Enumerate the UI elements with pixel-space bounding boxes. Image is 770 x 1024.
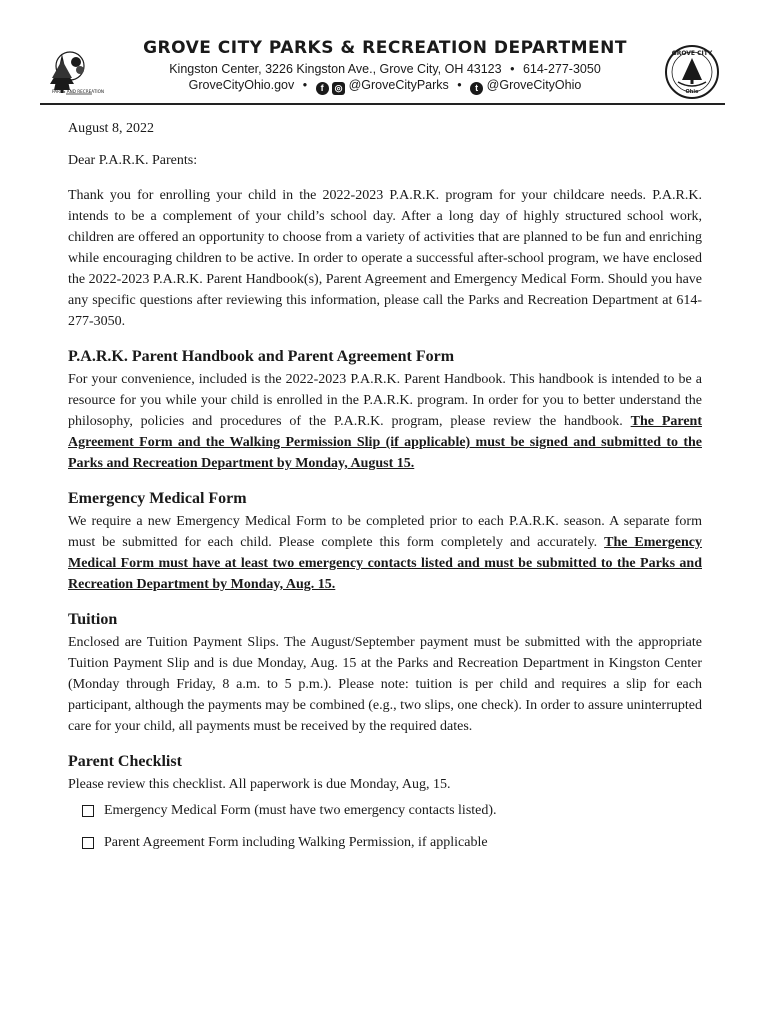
letter-date: August 8, 2022 [68, 121, 154, 136]
instagram-icon: ◎ [332, 82, 345, 95]
header-divider [40, 103, 725, 105]
separator: • [510, 62, 515, 76]
intro-paragraph: Thank you for enrolling your child in the 2022-2023 P.A.R.K. program for your childcare needs. P.A.R.K. intends to be a complement of your child’s school day. After a long day of highly structured school work, children are offered an opportunity to choose from a variety of activities that are planned to be fun and enriching while encouraging children to be active. In order to operate a successful after-school program, we have enclosed the 2022-2023 P.A.R.K. Parent Handbook(s), Parent Agreement and Emergency Medical Form. Should you have any specific questions after reviewing this information, please call the Parks and Recreation Department at 614-277-3050. [68, 188, 702, 329]
facebook-icon: f [316, 82, 329, 95]
checklist-item [82, 832, 702, 853]
twitter-icon: t [470, 82, 483, 95]
tuition-paragraph: Enclosed are Tuition Payment Slips. The August/September payment must be submitted with the appropriate Tuition Payment Slip and is due Monday, Aug. 15 at the Parks and Recreation Department in Kingston Center (Monday through Friday, 8 a.m. to 5 p.m.). Please note: tuition is per child and requires a slip for each participant, although the payments may be combined (e.g., two slips, one check). In order to assure uninterrupted care for your child, all payments must be received by the required dates. [68, 635, 702, 734]
address: Kingston Center, 3226 Kingston Ave., Grove City, OH 43123 [169, 62, 502, 76]
contact-line-1 [100, 62, 670, 76]
department-title: GROVE CITY PARKS & RECREATION DEPARTMENT [143, 38, 627, 58]
separator: • [457, 78, 462, 92]
checkbox-icon[interactable] [82, 837, 94, 849]
website-link[interactable]: GroveCityOhio.gov [188, 78, 295, 92]
medical-paragraph [68, 511, 702, 595]
twitter-handle[interactable]: @GroveCityOhio [486, 78, 582, 92]
checklist-item-label: Parent Agreement Form including Walking Permission, if applicable [104, 835, 488, 850]
checklist-intro: Please review this checklist. All paperwork is due Monday, Aug, 15. [68, 777, 451, 792]
parks-logo-caption [40, 44, 105, 100]
greeting: Dear P.A.R.K. Parents: [68, 153, 198, 168]
handbook-deadline: The Parent Agreement Form and the Walking Permission Slip (if applicable) must be signed and submitted to the Parks and Recreation Department by Monday, August 15. [68, 414, 702, 471]
separator: • [302, 78, 308, 92]
checklist-heading: Parent Checklist [68, 753, 182, 770]
letter-body [68, 118, 702, 864]
handbook-text: For your convenience, included is the 2022-2023 P.A.R.K. Parent Handbook. This handbook is intended to be a resource for you while your child is enrolled in the P.A.R.K. program. In order for you to better understand the philosophy, policies and procedures of the P.A.R.K. program, please review the handbook. [68, 372, 702, 429]
letterhead [0, 0, 770, 108]
medical-deadline: The Emergency Medical Form must have at least two emergency contacts listed and must be submitted to the Parks and Recreation Department by Monday, Aug. 15. [68, 535, 703, 592]
svg-text:PARKS AND RECREATION: PARKS AND RECREATION [51, 89, 105, 94]
tuition-heading: Tuition [68, 611, 118, 628]
svg-text:Ohio: Ohio [685, 89, 699, 95]
phone-number: 614-277-3050 [522, 62, 601, 76]
checklist-item [82, 800, 702, 821]
contact-line-2 [100, 78, 670, 95]
medical-heading: Emergency Medical Form [68, 490, 247, 507]
medical-text: We require a new Emergency Medical Form to be completed prior to each P.A.R.K. season. A separate form must be submitted for each child. Please complete this form completely and accurately. [68, 514, 702, 550]
checkbox-icon[interactable] [82, 805, 94, 817]
facebook-instagram-handle[interactable]: @GroveCityParks [348, 78, 449, 92]
handbook-heading: P.A.R.K. Parent Handbook and Parent Agreement Form [68, 348, 455, 365]
seal-text [664, 44, 720, 100]
handbook-paragraph [68, 369, 702, 474]
checklist-item-label: Emergency Medical Form (must have two emergency contacts listed). [104, 803, 497, 818]
svg-text:GROVE CITY: GROVE CITY [671, 50, 713, 57]
parent-checklist [82, 800, 702, 853]
